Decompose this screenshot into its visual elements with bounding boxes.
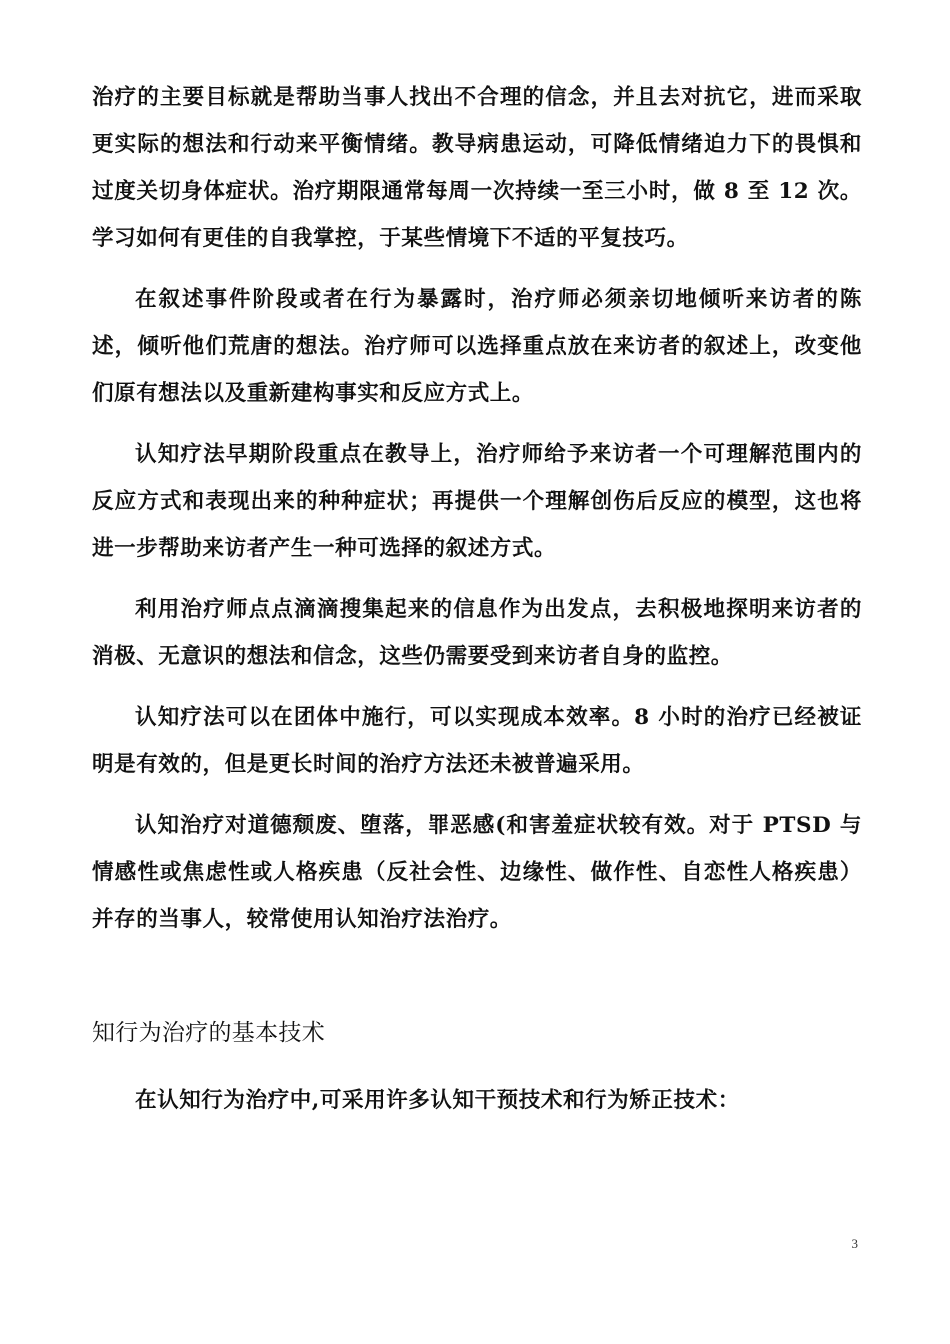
paragraph: 利用治疗师点点滴滴搜集起来的信息作为出发点，去积极地探明来访者的消极、无意识的想法和信念，这些仍需要受到来访者自身的监控。	[92, 597, 862, 669]
paragraph: 认知疗法可以在团体中施行，可以实现成本效率。8 小时的治疗已经被证明是有效的，但是更长时间的治疗方法还未被普遍采用。	[92, 705, 862, 777]
page-number: 3	[851, 1236, 858, 1251]
paragraph: 治疗的主要目标就是帮助当事人找出不合理的信念，并且去对抗它，进而采取更实际的想法和行动来平衡情绪。教导病患运动，可降低情绪迫力下的畏惧和过度关切身体症状。治疗期限通常每周一次持续一至三小时，做 8 至 12 次。学习如何有更佳的自我掌控，于某些情境下不适的平复技巧。	[92, 85, 862, 251]
paragraph: 在认知行为治疗中,可采用许多认知干预技术和行为矫正技术：	[135, 1088, 740, 1113]
document-body	[92, 74, 862, 1124]
paragraph: 认知疗法早期阶段重点在教导上，治疗师给予来访者一个可理解范围内的反应方式和表现出来的种种症状；再提供一个理解创伤后反应的模型，这也将进一步帮助来访者产生一种可选择的叙述方式。	[92, 442, 862, 561]
paragraph: 认知治疗对道德颓废、堕落，罪恶感(和害羞症状较有效。对于 PTSD 与情感性或焦虑性或人格疾患（反社会性、边缘性、做作性、自恋性人格疾患）并存的当事人，较常使用认知治疗法治疗。	[92, 813, 862, 932]
section-heading: 知行为治疗的基本技术	[92, 1020, 325, 1046]
paragraph: 在叙述事件阶段或者在行为暴露时，治疗师必须亲切地倾听来访者的陈述，倾听他们荒唐的想法。治疗师可以选择重点放在来访者的叙述上，改变他们原有想法以及重新建构事实和反应方式上。	[92, 287, 862, 406]
